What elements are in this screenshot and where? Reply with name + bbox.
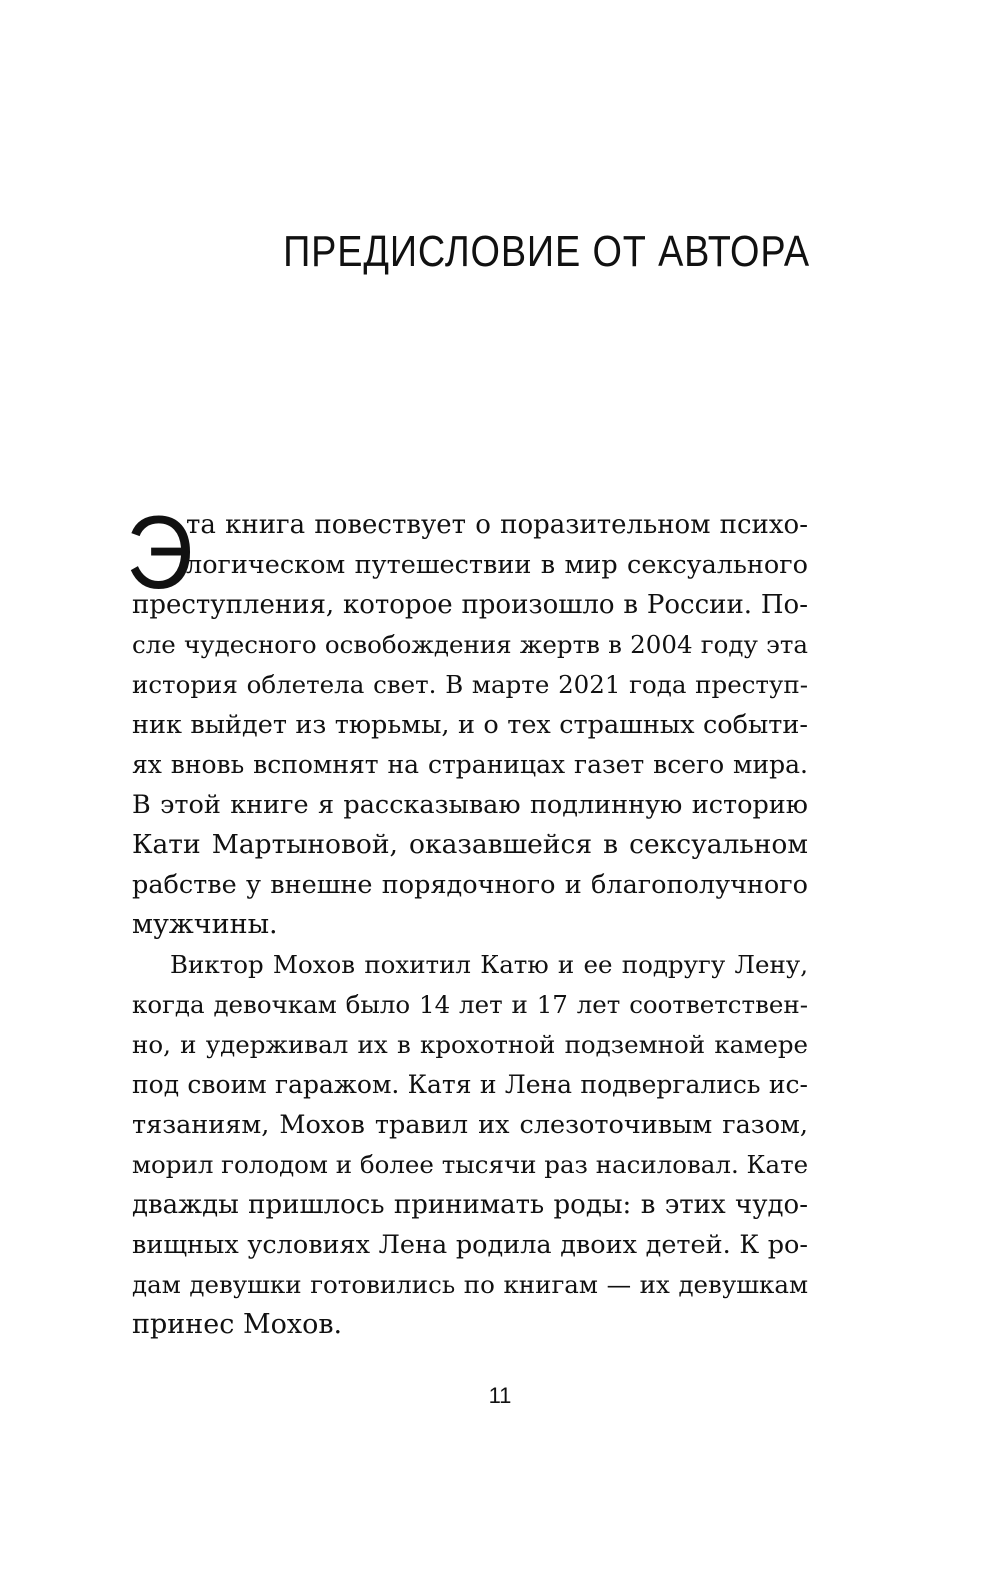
text-line: В этой книге я рассказываю подлинную историю — [132, 790, 808, 820]
chapter-title: ПРЕДИСЛОВИЕ ОТ АВТОРА — [283, 227, 811, 276]
page-number: 11 — [488, 1383, 512, 1408]
text-line: морил голодом и более тысячи раз насиловал. Кате — [132, 1150, 809, 1179]
text-line: дважды пришлось принимать роды: в этих чудо- — [132, 1190, 808, 1220]
text-line: когда девочкам было 14 лет и 17 лет соответствен- — [132, 990, 808, 1019]
text-line: дам девушки готовились по книгам — их девушкам — [132, 1270, 808, 1299]
text-line: та книга повествует о поразительном психо- — [186, 510, 808, 540]
body-text — [126, 495, 809, 1345]
text-line: ях вновь вспомнят на страницах газет всего мира. — [132, 750, 808, 779]
drop-cap: Э — [126, 495, 194, 611]
text-line: Виктор Мохов похитил Катю и ее подругу Лену, — [170, 950, 808, 979]
text-line: мужчины. — [132, 909, 278, 940]
text-line: логическом путешествии в мир сексуального — [186, 550, 808, 580]
text-line: ник выйдет из тюрьмы, и о тех страшных событи- — [132, 710, 808, 740]
text-line: вищных условиях Лена родила двоих детей. К ро- — [132, 1230, 808, 1260]
text-line: под своим гаражом. Катя и Лена подвергались ис- — [132, 1070, 808, 1099]
text-line: принес Мохов. — [132, 1309, 343, 1340]
text-line: тязаниям, Мохов травил их слезоточивым газом, — [132, 1110, 808, 1140]
text-line: преступления, которое произошло в России. По- — [132, 590, 808, 620]
text-line: сле чудесного освобождения жертв в 2004 году эта — [132, 630, 808, 659]
text-line: рабстве у внешне порядочного и благополучного — [132, 870, 808, 900]
text-line: но, и удерживал их в крохотной подземной камере — [132, 1030, 808, 1059]
text-line: история облетела свет. В марте 2021 года преступ- — [132, 670, 808, 699]
text-line: Кати Мартыновой, оказавшейся в сексуальном — [132, 829, 808, 860]
